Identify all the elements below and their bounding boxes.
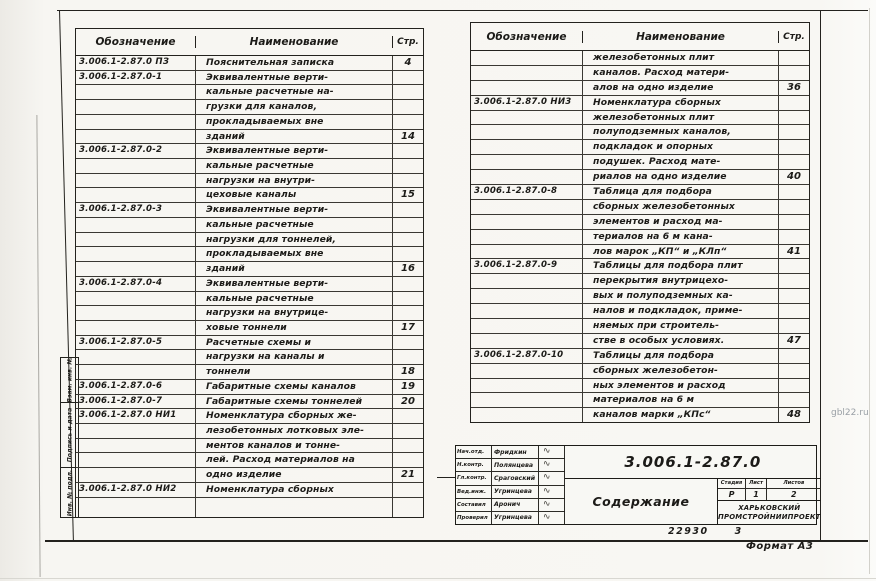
name-cell: нагрузки на внутри-: [196, 174, 393, 188]
name-cell: каналов. Расход матери-: [583, 66, 779, 80]
des-cell: [76, 365, 196, 379]
des-cell: [471, 51, 583, 65]
frame-top-line: [57, 10, 868, 11]
table-row: [76, 365, 423, 380]
name-cell: железобетонных плит: [583, 111, 779, 125]
name-cell: нагрузки для тоннелей,: [196, 233, 393, 247]
sign-name: Сраговский: [492, 472, 539, 484]
table-row: [76, 203, 423, 218]
des-cell: [471, 200, 583, 214]
table-row: [471, 393, 809, 408]
page-cell: [393, 85, 423, 99]
name-cell: Расчетные схемы и: [196, 336, 393, 350]
header-page: Стр.: [397, 37, 419, 47]
page-cell: 19: [401, 380, 415, 392]
page-cell: 16: [401, 263, 415, 275]
table-row: [471, 200, 809, 215]
page-cell: [393, 115, 423, 129]
name-cell: зданий: [196, 262, 393, 276]
name-cell: каналов марки „КПс“: [583, 408, 779, 422]
des-cell: [471, 66, 583, 80]
table-row: [76, 468, 423, 483]
table-row: [76, 174, 423, 189]
header-designation: Обозначение: [471, 31, 583, 43]
signature-row: [456, 446, 564, 459]
des-cell: [471, 304, 583, 318]
table-row: [471, 349, 809, 364]
des-cell: 3.006.1-2.87.0 ПЗ: [76, 56, 196, 70]
page-cell: [779, 349, 809, 363]
page-cell: 14: [401, 130, 415, 142]
des-cell: [76, 306, 196, 320]
name-cell: Эквивалентные верти-: [196, 71, 393, 85]
table-row: [76, 130, 423, 145]
des-cell: [76, 115, 196, 129]
page-cell: 40: [787, 171, 801, 183]
name-cell: Таблица для подбора: [583, 185, 779, 199]
paper-left-edge: [36, 115, 40, 577]
table-row: [471, 96, 809, 111]
table-row: [471, 304, 809, 319]
des-cell: [76, 321, 196, 335]
page-cell: 20: [401, 395, 415, 407]
table-row: [471, 379, 809, 394]
table-row: [76, 277, 423, 292]
name-cell: лов марок „КП“ и „КЛп“: [583, 245, 779, 259]
table-row: [76, 306, 423, 321]
des-cell: [76, 424, 196, 438]
stage-value: Р: [718, 489, 746, 500]
page-cell: 21: [401, 469, 415, 481]
empty-cell: [393, 498, 423, 517]
name-cell: железобетонных плит: [583, 51, 779, 65]
stamp-right-block: [565, 446, 821, 524]
table-row: [471, 334, 809, 349]
des-cell: 3.006.1-2.87.0-9: [471, 259, 583, 273]
page-cell: 18: [401, 366, 415, 378]
contents-table-right: [470, 22, 810, 423]
name-cell: кальные расчетные на-: [196, 85, 393, 99]
stage-header: Стадия: [718, 479, 746, 488]
table-row: [76, 439, 423, 454]
page-cell: [779, 185, 809, 199]
sheet-header: Лист: [746, 479, 767, 488]
table-row: [76, 188, 423, 203]
page-cell: [393, 159, 423, 173]
des-cell: [76, 174, 196, 188]
signature-mark: [539, 459, 565, 471]
table-row: [76, 262, 423, 277]
name-cell: няемых при строитель-: [583, 319, 779, 333]
des-cell: [471, 393, 583, 407]
table-header: [76, 29, 423, 56]
sign-role: Проверил: [456, 512, 492, 524]
page-cell: [779, 155, 809, 169]
name-cell: риалов на одно изделие: [583, 170, 779, 184]
sign-role: Составил: [456, 499, 492, 511]
table-row: [76, 56, 423, 71]
page-cell: [779, 111, 809, 125]
sign-role: Нач.отд.: [456, 446, 492, 458]
name-cell: Номенклатура сборных: [196, 483, 393, 497]
table-row: [471, 185, 809, 200]
page-cell: [779, 379, 809, 393]
name-cell: кальные расчетные: [196, 218, 393, 232]
signature-mark: [539, 446, 565, 458]
des-cell: 3.006.1-2.87.0-1: [76, 71, 196, 85]
page-cell: [393, 203, 423, 217]
page-cell: [393, 233, 423, 247]
frame-bottom-line: [45, 540, 868, 542]
des-cell: [471, 215, 583, 229]
table-row: [471, 66, 809, 81]
page-cell: [779, 215, 809, 229]
table-row: [76, 321, 423, 336]
stamp-left-stub-line: [437, 477, 455, 478]
table-row: [471, 274, 809, 289]
des-cell: 3.006.1-2.87.0-4: [76, 277, 196, 291]
paper-bottom-edge: [0, 578, 876, 579]
page-cell: 17: [401, 321, 415, 333]
table-row: [76, 159, 423, 174]
des-cell: [471, 408, 583, 422]
page-cell: [779, 259, 809, 273]
des-cell: 3.006.1-2.87.0-8: [471, 185, 583, 199]
name-cell: Таблицы для подбора: [583, 349, 779, 363]
table-row: [471, 111, 809, 126]
name-cell: подкладок и опорных: [583, 140, 779, 154]
des-cell: [76, 130, 196, 144]
empty-cell: [196, 498, 393, 517]
des-cell: [76, 262, 196, 276]
des-cell: [76, 100, 196, 114]
signature-mark: [539, 486, 565, 498]
des-cell: 3.006.1-2.87.0-7: [76, 395, 196, 409]
page-cell: 47: [787, 334, 801, 346]
des-cell: 3.006.1-2.87.0-3: [76, 203, 196, 217]
table-row: [76, 100, 423, 115]
des-cell: [76, 468, 196, 482]
contents-table-left: [75, 28, 424, 518]
sign-name: Угринцева: [492, 512, 539, 524]
header-page: Стр.: [783, 31, 805, 42]
table-row: [471, 155, 809, 170]
table-row: [76, 380, 423, 395]
des-cell: [76, 292, 196, 306]
table-row: [76, 115, 423, 130]
header-name: Наименование: [583, 31, 779, 43]
page-cell: [393, 306, 423, 320]
name-cell: Габаритные схемы каналов: [196, 380, 393, 394]
name-cell: сборных железобетонных: [583, 200, 779, 214]
name-cell: алов на одно изделие: [583, 81, 779, 95]
des-cell: [76, 453, 196, 467]
empty-cell: [76, 498, 196, 517]
des-cell: [471, 140, 583, 154]
des-cell: [471, 319, 583, 333]
des-cell: 3.006.1-2.87.0-10: [471, 349, 583, 363]
table-header: [471, 23, 809, 51]
name-cell: прокладываемых вне: [196, 115, 393, 129]
page-cell: [779, 125, 809, 139]
page-cell: 36: [787, 81, 801, 93]
name-cell: полуподземных каналов,: [583, 125, 779, 139]
table-row: [76, 350, 423, 365]
name-cell: элементов и расход ма-: [583, 215, 779, 229]
des-cell: [471, 379, 583, 393]
des-cell: 3.006.1-2.87.0-5: [76, 336, 196, 350]
name-cell: цеховые каналы: [196, 188, 393, 202]
name-cell: лезобетонных лотковых эле-: [196, 424, 393, 438]
des-cell: [76, 439, 196, 453]
format-label: Формат А3: [746, 541, 814, 552]
name-cell: тоннели: [196, 365, 393, 379]
name-cell: нагрузки на внутрице-: [196, 306, 393, 320]
page-cell: [393, 100, 423, 114]
table-row: [76, 453, 423, 468]
des-cell: [76, 85, 196, 99]
page-cell: [393, 71, 423, 85]
page-cell: [393, 174, 423, 188]
name-cell: одно изделие: [196, 468, 393, 482]
page-cell: [779, 393, 809, 407]
table-row: [76, 292, 423, 307]
page-cell: [393, 424, 423, 438]
des-cell: [471, 289, 583, 303]
name-cell: вых и полуподземных ка-: [583, 289, 779, 303]
page-cell: 15: [401, 189, 415, 201]
des-cell: [471, 81, 583, 95]
name-cell: Эквивалентные верти-: [196, 203, 393, 217]
name-cell: грузки для каналов,: [196, 100, 393, 114]
name-cell: Номенклатура сборных же-: [196, 409, 393, 423]
page-cell: [779, 289, 809, 303]
table-row: [471, 259, 809, 274]
table-row: [471, 289, 809, 304]
des-cell: [471, 334, 583, 348]
sign-role: Вед.инж.: [456, 486, 492, 498]
des-cell: [471, 245, 583, 259]
page-cell: [779, 51, 809, 65]
name-cell: Эквивалентные верти-: [196, 144, 393, 158]
page-cell: [779, 304, 809, 318]
table-row: [76, 144, 423, 159]
des-cell: [76, 247, 196, 261]
des-cell: [76, 188, 196, 202]
page-cell: [393, 336, 423, 350]
sign-name: Полянцева: [492, 459, 539, 471]
table-row: [471, 51, 809, 66]
name-cell: нагрузки на каналы и: [196, 350, 393, 364]
table-row: [76, 409, 423, 424]
des-cell: 3.006.1-2.87.0 НИ2: [76, 483, 196, 497]
margin-label: Подпись и дата: [66, 407, 73, 463]
table-row: [471, 245, 809, 260]
name-cell: ных элементов и расход: [583, 379, 779, 393]
name-cell: Габаритные схемы тоннелей: [196, 395, 393, 409]
table-row: [76, 85, 423, 100]
page-cell: [779, 140, 809, 154]
page-cell: [393, 247, 423, 261]
page-cell: 41: [787, 245, 801, 257]
sheets-value: 2: [791, 490, 797, 499]
table-row: [76, 424, 423, 439]
page-cell: [779, 364, 809, 378]
name-cell: стве в особых условиях.: [583, 334, 779, 348]
table-row: [76, 336, 423, 351]
sheet-value: 1: [746, 489, 767, 500]
page-cell: [393, 218, 423, 232]
stamp-meta: [718, 479, 821, 524]
margin-label: Взам. инв. №: [66, 357, 73, 403]
sign-name: Аронич: [492, 499, 539, 511]
des-cell: 3.006.1-2.87.0 НИ3: [471, 96, 583, 110]
table-row: [471, 319, 809, 334]
name-cell: Номенклатура сборных: [583, 96, 779, 110]
page-cell: [779, 96, 809, 110]
page-cell: [779, 66, 809, 80]
signature-mark: [539, 499, 565, 511]
des-cell: [76, 218, 196, 232]
page-cell: [393, 350, 423, 364]
signature-row: [456, 486, 564, 499]
sheet-title: Содержание: [565, 479, 718, 524]
margin-label: Инв. № подл.: [66, 469, 73, 516]
signature-mark: [539, 512, 565, 524]
name-cell: кальные расчетные: [196, 159, 393, 173]
signature-block: [456, 446, 565, 524]
table-row: [471, 170, 809, 185]
page-cell: [393, 409, 423, 423]
table-row: [471, 140, 809, 155]
name-cell: сборных железобетон-: [583, 364, 779, 378]
des-cell: [76, 233, 196, 247]
table-row: [471, 364, 809, 379]
name-cell: перекрытия внутрицехо-: [583, 274, 779, 288]
table-row: [76, 483, 423, 498]
page-cell: [779, 274, 809, 288]
des-cell: [471, 230, 583, 244]
name-cell: Пояснительная записка: [196, 56, 393, 70]
des-cell: [471, 274, 583, 288]
name-cell: материалов на 6 м: [583, 393, 779, 407]
name-cell: подушек. Расход мате-: [583, 155, 779, 169]
des-cell: [471, 364, 583, 378]
table-row: [471, 215, 809, 230]
des-cell: [471, 125, 583, 139]
name-cell: териалов на 6 м кана-: [583, 230, 779, 244]
des-cell: [76, 350, 196, 364]
name-cell: зданий: [196, 130, 393, 144]
name-cell: лей. Расход материалов на: [196, 453, 393, 467]
page-cell: [393, 453, 423, 467]
header-designation: Обозначение: [76, 36, 196, 48]
order-number: 22930 3: [668, 526, 743, 537]
document-code: 3.006.1-2.87.0: [565, 446, 821, 479]
table-row: [471, 408, 809, 422]
name-cell: налов и подкладок, приме-: [583, 304, 779, 318]
page-cell: [393, 292, 423, 306]
des-cell: 3.006.1-2.87.0 НИ1: [76, 409, 196, 423]
page-cell: 4: [404, 57, 412, 68]
page-cell: [779, 230, 809, 244]
name-cell: Таблицы для подбора плит: [583, 259, 779, 273]
des-cell: [471, 111, 583, 125]
sheets-header: Листов: [783, 480, 805, 486]
page-cell: [779, 200, 809, 214]
page-cell: [393, 277, 423, 291]
table-row: [471, 125, 809, 140]
table-row: [76, 71, 423, 86]
empty-filler-row: [76, 498, 423, 517]
des-cell: 3.006.1-2.87.0-2: [76, 144, 196, 158]
name-cell: ховые тоннели: [196, 321, 393, 335]
table-row: [471, 230, 809, 245]
sign-role: Н.контр.: [456, 459, 492, 471]
signature-row: [456, 459, 564, 472]
table-row: [76, 247, 423, 262]
name-cell: ментов каналов и тонне-: [196, 439, 393, 453]
page-cell: [779, 319, 809, 333]
des-cell: [76, 159, 196, 173]
paper-right-edge: [869, 8, 870, 574]
sign-name: Угринцева: [492, 486, 539, 498]
table-row: [471, 81, 809, 96]
table-row: [76, 395, 423, 410]
des-cell: 3.006.1-2.87.0-6: [76, 380, 196, 394]
sign-name: Фридкин: [492, 446, 539, 458]
watermark: gbl22.ru: [831, 408, 869, 418]
page-cell: 48: [787, 409, 801, 421]
title-block: [455, 445, 821, 525]
signature-row: [456, 512, 564, 524]
page-cell: [393, 439, 423, 453]
sign-role: Гл.контр.: [456, 472, 492, 484]
des-cell: [471, 155, 583, 169]
table-row: [76, 218, 423, 233]
organization-name: ХАРЬКОВСКИЙ ПРОМСТРОЙНИИПРОЕКТ: [718, 504, 821, 521]
name-cell: Эквивалентные верти-: [196, 277, 393, 291]
signature-row: [456, 472, 564, 485]
page-cell: [393, 144, 423, 158]
signature-mark: [539, 472, 565, 484]
header-name: Наименование: [196, 36, 393, 48]
page-cell: [393, 483, 423, 497]
signature-row: [456, 499, 564, 512]
name-cell: кальные расчетные: [196, 292, 393, 306]
des-cell: [471, 170, 583, 184]
table-row: [76, 233, 423, 248]
name-cell: прокладываемых вне: [196, 247, 393, 261]
